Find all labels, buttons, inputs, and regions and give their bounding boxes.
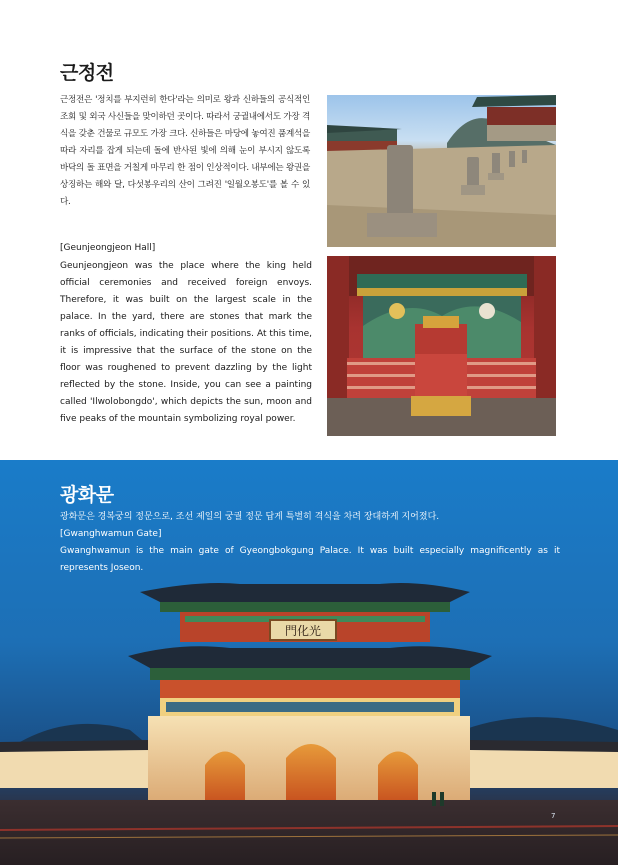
gwanghwamun-title: 광화문 [60, 484, 114, 506]
gwanghwamun-english-heading: [Gwanghwamun Gate] [60, 529, 162, 539]
geunjeongjeon-english-heading: [Geunjeongjeon Hall] [60, 243, 156, 253]
gwanghwamun-section [0, 460, 618, 865]
courtyard-rank-stones-photo [327, 95, 556, 247]
geunjeongjeon-korean-text: 근정전은 '정치를 부지런히 한다'라는 의미로 왕과 신하들의 공식적인 조회 및 외국 사신들을 맞이하던 곳이다. 따라서 궁궐내에서도 가장 격식을 갖춘 건물로 규모도 가장 크다. 신하들은 마당에 놓여진 품계석을 따라 자리를 잡게 되는데 돌에 반사된 빛에 의해 눈이 부시지 않도록 바닥의 돌 표면을 거칠게 마무리 한 점이 인상적이다. 내부에는 왕권을 상징하는 해와 달, 다섯봉우리의 산이 그려진 '일월오봉도'를 볼 수 있다. [60, 95, 310, 207]
gwanghwamun-english-text: Gwanghwamun is the main gate of Gyeongbokgung Palace. It was built especially magnificently as it represents Joseon. [60, 546, 560, 573]
gwanghwamun-korean-text: 광화문은 경복궁의 정문으로, 조선 제일의 궁궐 정문 답게 특별히 격식을 차려 장대하게 지어졌다. [60, 512, 440, 522]
gwanghwamun-text [60, 509, 560, 577]
page-number: 7 [551, 812, 556, 820]
throne-interior-photo [327, 256, 556, 436]
gwanghwamun-gate-photo [0, 580, 618, 865]
geunjeongjeon-english-text: Geunjeongjeon was the place where the king held official ceremonies and received foreign envoys. Therefore, it was built on the largest scale in the palace. In the yard, there are stones that mark the ranks of officials, indicating their positions. At this time, it is impressive that the surface of the stone on the floor was roughened to prevent dazzling by the light reflected by the stone. Inside, you can see a painting called 'Ilwolobongdo', which depicts the sun, moon and five peaks of the mountain symbolizing royal power. [60, 261, 312, 424]
gate-sign-text: 門化光 [284, 624, 322, 638]
geunjeongjeon-title: 근정전 [60, 62, 114, 84]
